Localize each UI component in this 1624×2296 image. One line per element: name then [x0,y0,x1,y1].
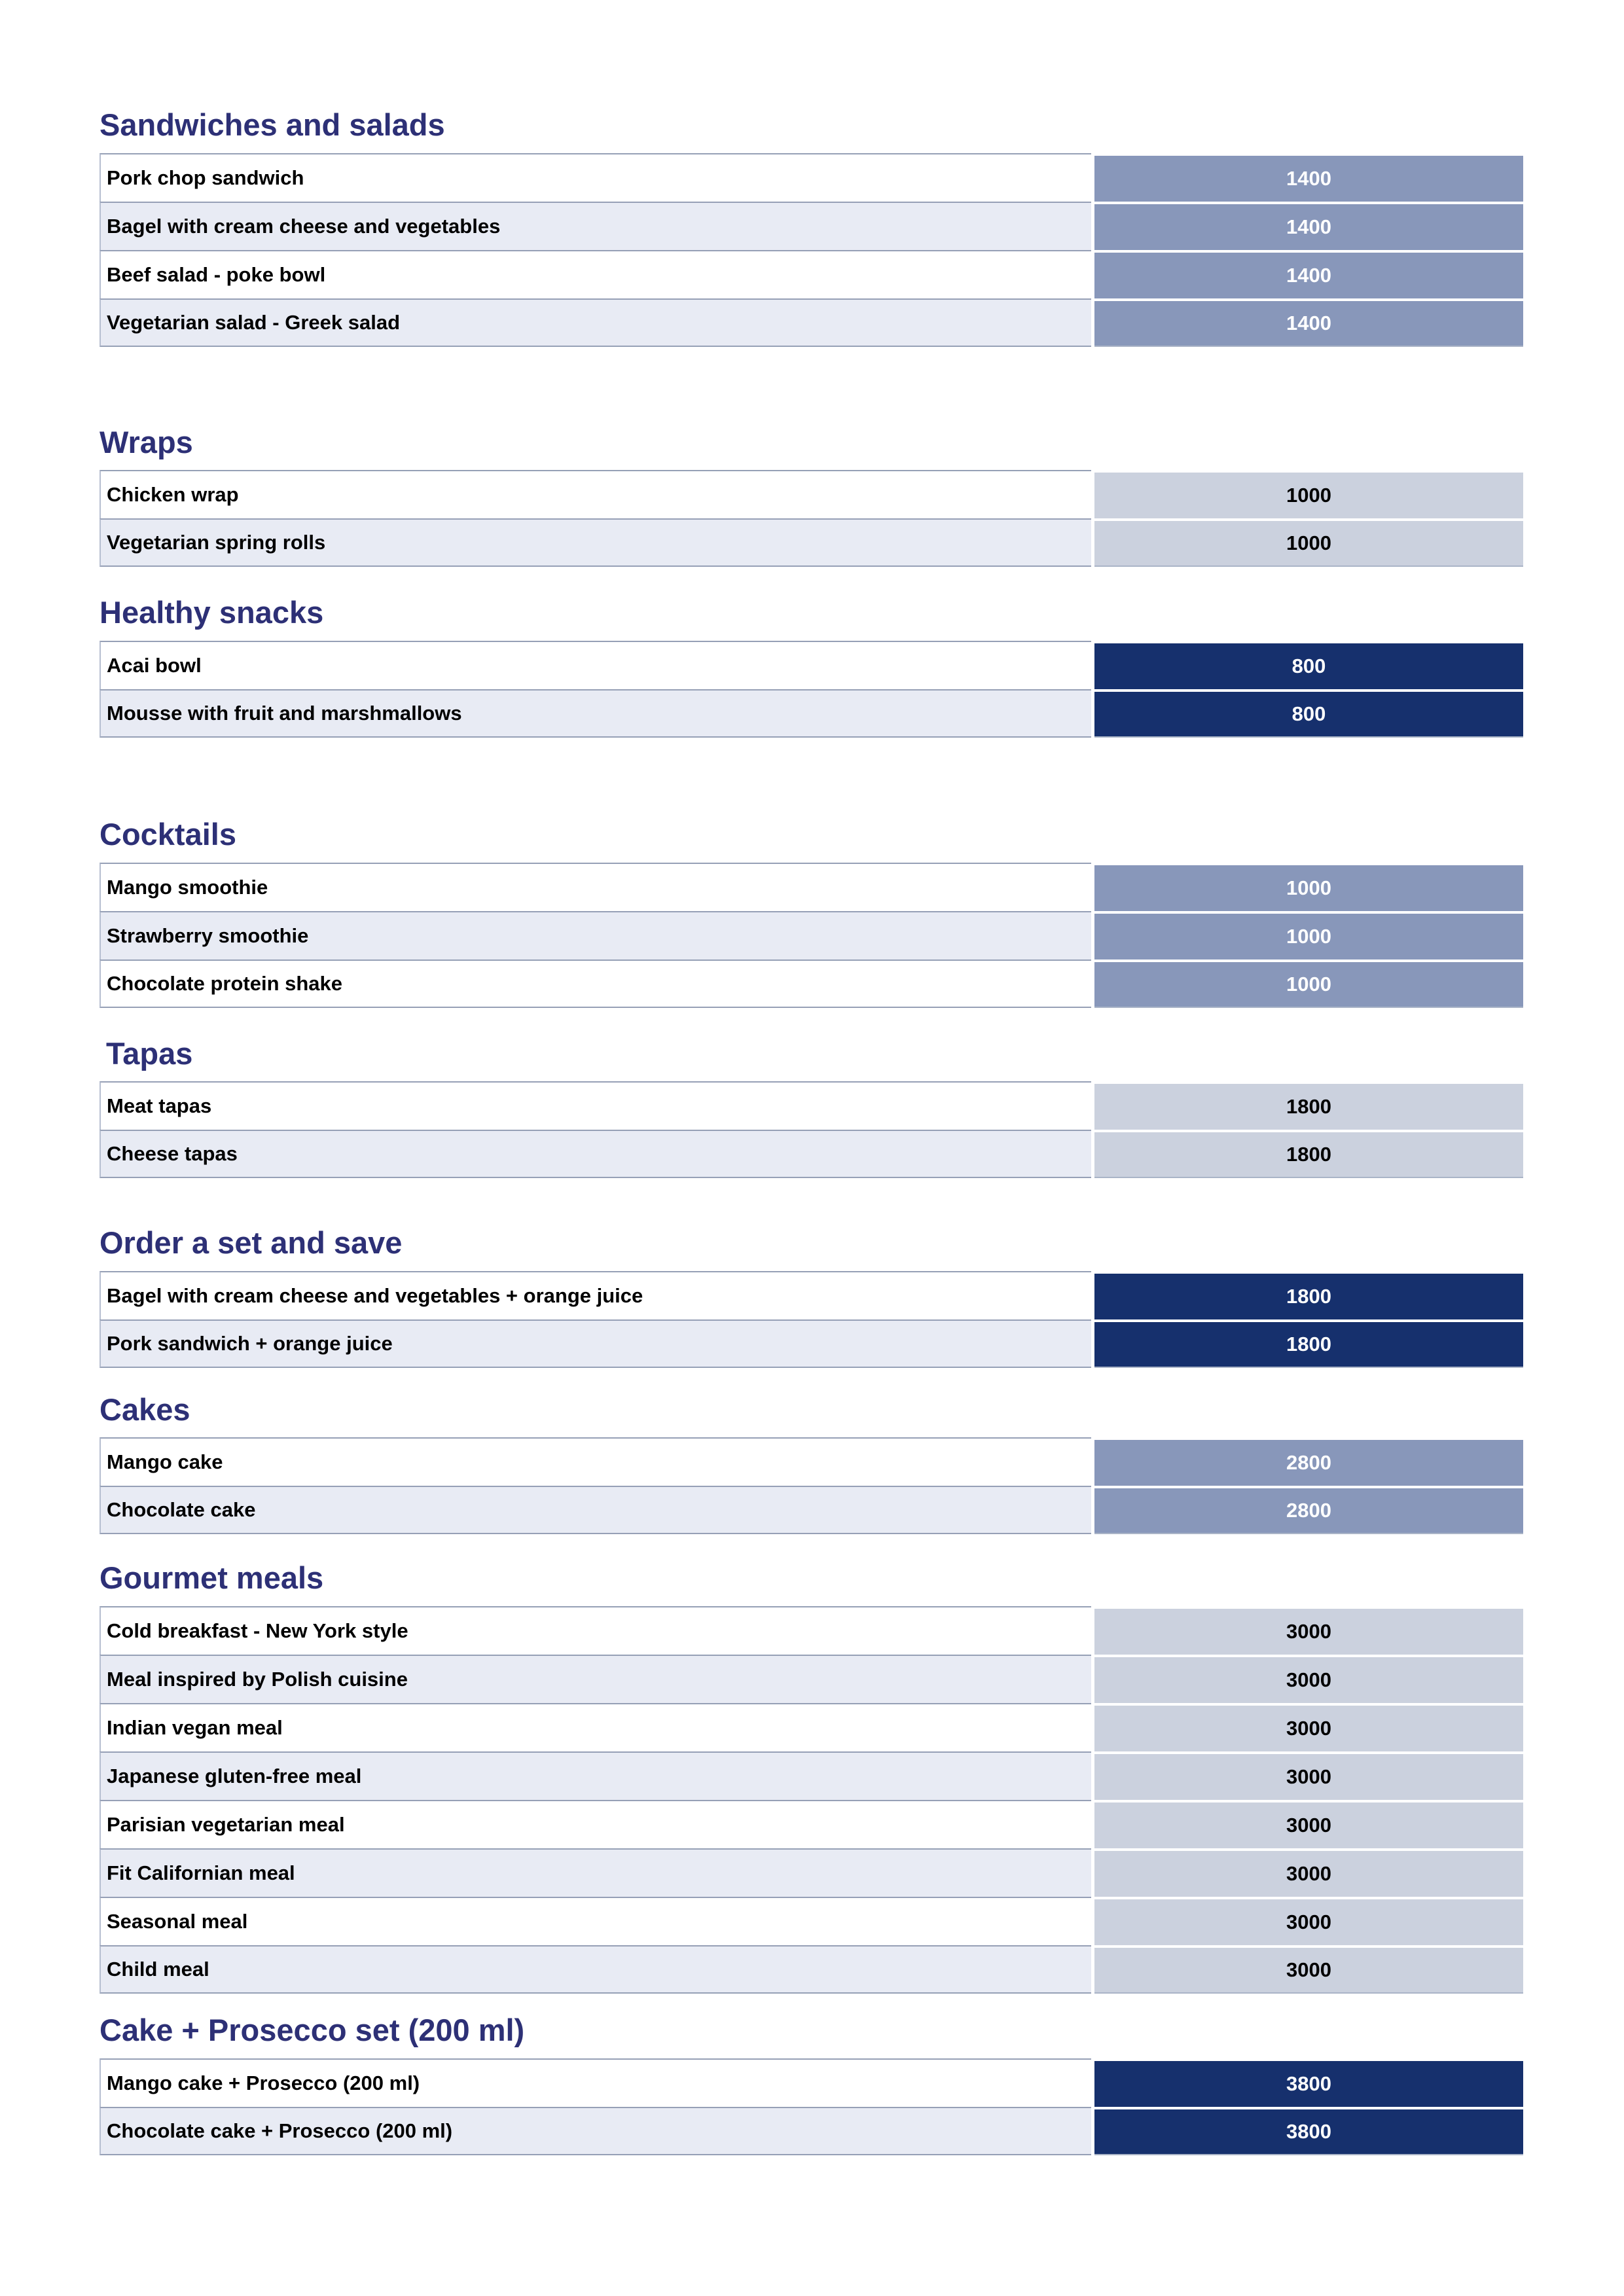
table-row [99,298,1523,347]
item-name: Acai bowl [99,641,1091,689]
section-title: Healthy snacks [99,595,324,630]
table-row [99,1130,1523,1178]
table-row [99,641,1523,689]
menu-table [99,863,1523,1008]
table-row [99,1703,1523,1751]
item-price: 1400 [1094,250,1523,298]
item-name: Chocolate cake [99,1486,1091,1534]
section-sandwiches-and-salads [99,108,1624,347]
item-price: 3000 [1094,1655,1523,1703]
item-price: 3000 [1094,1800,1523,1848]
menu-table [99,153,1523,347]
item-name: Pork sandwich + orange juice [99,1319,1091,1368]
table-row [99,1271,1523,1319]
item-name: Child meal [99,1945,1091,1994]
item-price: 3000 [1094,1897,1523,1945]
table-row [99,1897,1523,1945]
table-row [99,960,1523,1008]
section-title: Tapas [106,1035,193,1071]
item-price: 800 [1094,641,1523,689]
menu-table [99,1606,1523,1994]
item-price: 1000 [1094,911,1523,960]
table-row [99,2107,1523,2155]
section-tapas [99,1037,1624,1179]
table-row [99,518,1523,567]
section-title: Cakes [99,1391,190,1427]
item-price: 1800 [1094,1081,1523,1130]
item-name: Meat tapas [99,1081,1091,1130]
item-name: Vegetarian spring rolls [99,518,1091,567]
section-title: Wraps [99,424,193,459]
item-price: 1800 [1094,1130,1523,1178]
item-price: 1400 [1094,202,1523,250]
item-price: 3000 [1094,1848,1523,1897]
item-name: Vegetarian salad - Greek salad [99,298,1091,347]
table-row [99,689,1523,738]
table-row [99,250,1523,298]
item-price: 1000 [1094,863,1523,911]
item-name: Cold breakfast - New York style [99,1606,1091,1655]
table-row [99,911,1523,960]
item-name: Indian vegan meal [99,1703,1091,1751]
menu-table [99,1271,1523,1368]
item-price: 3000 [1094,1751,1523,1800]
item-name: Beef salad - poke bowl [99,250,1091,298]
table-row [99,1081,1523,1130]
table-row [99,863,1523,911]
item-name: Chocolate protein shake [99,960,1091,1008]
item-name: Mousse with fruit and marshmallows [99,689,1091,738]
section-title: Sandwiches and salads [99,107,445,142]
menu-table [99,2058,1523,2155]
item-price: 3800 [1094,2058,1523,2107]
item-name: Bagel with cream cheese and vegetables [99,202,1091,250]
table-row [99,1655,1523,1703]
section-cake-prosecco-set [99,2013,1624,2155]
section-wraps [99,425,1624,567]
item-price: 2800 [1094,1486,1523,1534]
section-gourmet-meals [99,1561,1624,1994]
table-row [99,1848,1523,1897]
item-name: Mango cake + Prosecco (200 ml) [99,2058,1091,2107]
item-price: 800 [1094,689,1523,738]
menu-table [99,641,1523,738]
section-healthy-snacks [99,596,1624,738]
item-price: 1000 [1094,518,1523,567]
item-name: Chicken wrap [99,470,1091,518]
item-name: Seasonal meal [99,1897,1091,1945]
section-cocktails [99,817,1624,1008]
section-title: Gourmet meals [99,1560,324,1596]
item-name: Japanese gluten-free meal [99,1751,1091,1800]
item-price: 1400 [1094,153,1523,202]
item-name: Pork chop sandwich [99,153,1091,202]
item-price: 1000 [1094,960,1523,1008]
table-row [99,1437,1523,1486]
item-price: 3000 [1094,1945,1523,1994]
menu-table [99,1437,1523,1534]
item-price: 1800 [1094,1271,1523,1319]
item-price: 2800 [1094,1437,1523,1486]
item-name: Meal inspired by Polish cuisine [99,1655,1091,1703]
item-name: Cheese tapas [99,1130,1091,1178]
item-name: Mango smoothie [99,863,1091,911]
table-row [99,1486,1523,1534]
section-title: Cocktails [99,816,236,852]
item-price: 3000 [1094,1606,1523,1655]
section-order-a-set-and-save [99,1226,1624,1368]
item-price: 1000 [1094,470,1523,518]
item-name: Chocolate cake + Prosecco (200 ml) [99,2107,1091,2155]
section-cakes [99,1393,1624,1535]
table-row [99,1319,1523,1368]
table-row [99,470,1523,518]
table-row [99,153,1523,202]
menu-table [99,470,1523,567]
item-name: Strawberry smoothie [99,911,1091,960]
section-title: Cake + Prosecco set (200 ml) [99,2013,525,2047]
item-price: 1800 [1094,1319,1523,1368]
table-row [99,2058,1523,2107]
item-name: Mango cake [99,1437,1091,1486]
item-name: Parisian vegetarian meal [99,1800,1091,1848]
table-row [99,202,1523,250]
menu-table [99,1081,1523,1178]
item-price: 1400 [1094,298,1523,347]
item-name: Fit Californian meal [99,1848,1091,1897]
item-name: Bagel with cream cheese and vegetables + orange juice [99,1271,1091,1319]
table-row [99,1751,1523,1800]
table-row [99,1800,1523,1848]
item-price: 3000 [1094,1703,1523,1751]
section-title: Order a set and save [99,1225,403,1261]
table-row [99,1945,1523,1994]
item-price: 3800 [1094,2107,1523,2155]
table-row [99,1606,1523,1655]
